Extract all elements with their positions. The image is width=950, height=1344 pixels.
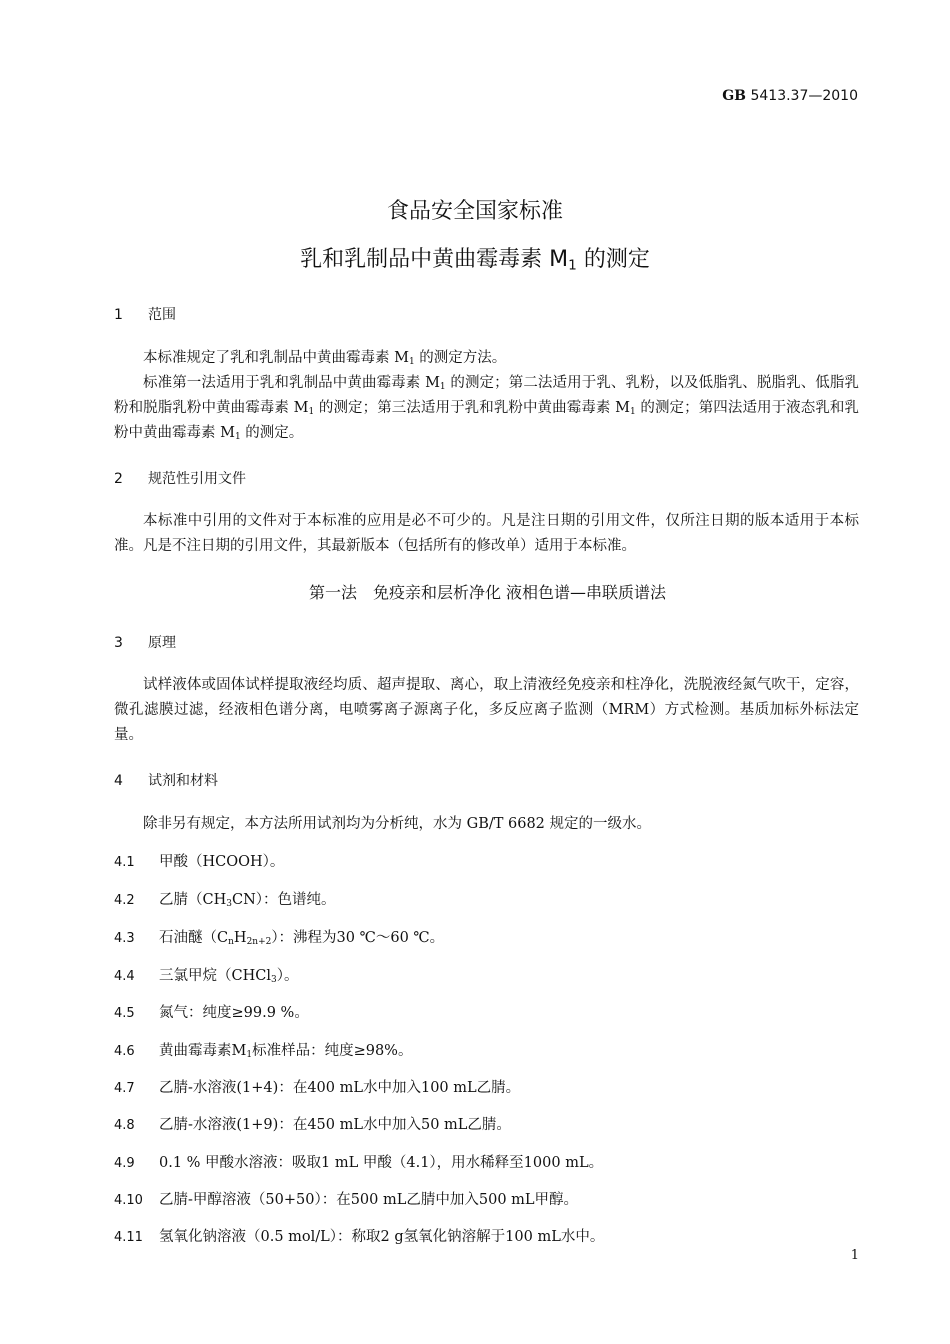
section-1-heading (114, 304, 176, 324)
reagent-item: 4.10 乙腈-甲醇溶液（50+50）：在500 mL乙腈中加入500 mL甲醇。 (114, 1192, 579, 1208)
document-title: 食品安全国家标准 (386, 199, 563, 224)
paragraph: 本标准中引用的文件对于本标准的应用是必不可少的。凡是注日期的引用文件，仅所注日期的版本适用于本标准。凡是不注日期的引用文件，其最新版本（包括所有的修改单）适用于本标准。 (114, 513, 859, 554)
section-4-intro (114, 812, 859, 837)
section-3-body (114, 673, 859, 748)
section-3-heading (114, 632, 176, 652)
reagent-item: 4.5 氮气：纯度≥99.9 %。 (114, 1005, 309, 1021)
section-2-heading (114, 468, 246, 488)
section-title: 试剂和材料 (148, 773, 218, 789)
standard-number: 5413.37—2010 (750, 88, 858, 104)
reagent-item: 4.1 甲酸（HCOOH）。 (114, 854, 285, 870)
section-1-body (114, 346, 859, 446)
reagent-item: 4.3 石油醚$(C_nH_{2n+2})$：沸程为30 ℃～60 ℃。 (114, 930, 445, 948)
paragraph: 标准第一法适用于乳和乳制品中黄曲霉毒素 $M_1$ 的测定；第二法适用于乳、乳粉，以及低脂乳、脱脂乳、低脂乳粉和脱脂乳粉中黄曲霉毒素 $M_1$ 的测定；第三法适用于乳和乳粉中黄曲霉毒素 $M_1$ 的测定；第四法适用于液态乳和乳粉中黄曲霉毒素 $M_1$ 的测定。 (114, 375, 859, 443)
reagent-item: 4.8 乙腈-水溶液(1+9)：在450 mL水中加入50 mL乙腈。 (114, 1117, 511, 1133)
section-title: 规范性引用文件 (148, 471, 246, 487)
subtitle-subscript: 1 (568, 257, 577, 274)
paragraph: 试样液体或固体试样提取液经均质、超声提取、离心，取上清液经免疫亲和柱净化，洗脱液经氮气吹干，定容，微孔滤膜过滤，经液相色谱分离，电喷雾离子源离子化，多反应离子监测（MRM）方式检测。基质加标外标法定量。 (114, 677, 859, 743)
document-subtitle (0, 242, 950, 273)
section-number: 3 (114, 635, 123, 651)
section-number: 2 (114, 471, 123, 487)
reagent-item: 4.9 0.1 % 甲酸水溶液：吸取1 mL 甲酸（4.1），用水稀释至1000 mL。 (114, 1155, 604, 1171)
section-4-heading (114, 770, 218, 790)
reagent-item: 4.2 乙腈$(CH_3CN)$：色谱纯。 (114, 892, 336, 910)
section-number: 1 (114, 307, 123, 323)
subtitle-text-pre: 乳和乳制品中黄曲霉毒素 M (300, 247, 569, 272)
section-number: 4 (114, 773, 123, 789)
reagent-item: 4.11 氢氧化钠溶液（0.5 mol/L）：称取2 g氢氧化钠溶解于100 mL水中。 (114, 1229, 605, 1245)
reagent-item: 4.6 黄曲霉毒素$M_1$标准样品：纯度≥98%。 (114, 1043, 413, 1061)
section-title: 范围 (148, 307, 176, 323)
paragraph: 本标准规定了乳和乳制品中黄曲霉毒素 $M_1$ 的测定方法。 (143, 350, 507, 368)
standard-code (722, 88, 858, 104)
method-1-title: 第一法 免疫亲和层析净化 液相色谱—串联质谱法 (308, 583, 667, 602)
section-title: 原理 (148, 635, 176, 651)
section-2-body (114, 509, 859, 559)
page-number: 1 (850, 1248, 859, 1263)
standard-prefix: GB (722, 88, 747, 104)
reagent-item: 4.4 三氯甲烷（CHCl$_3$）。 (114, 968, 299, 986)
reagent-item: 4.7 乙腈-水溶液(1+4)：在400 mL水中加入100 mL乙腈。 (114, 1080, 521, 1096)
paragraph: 除非另有规定，本方法所用试剂均为分析纯，水为 GB/T 6682 规定的一级水。 (143, 816, 652, 832)
subtitle-text-post: 的测定 (576, 247, 650, 272)
